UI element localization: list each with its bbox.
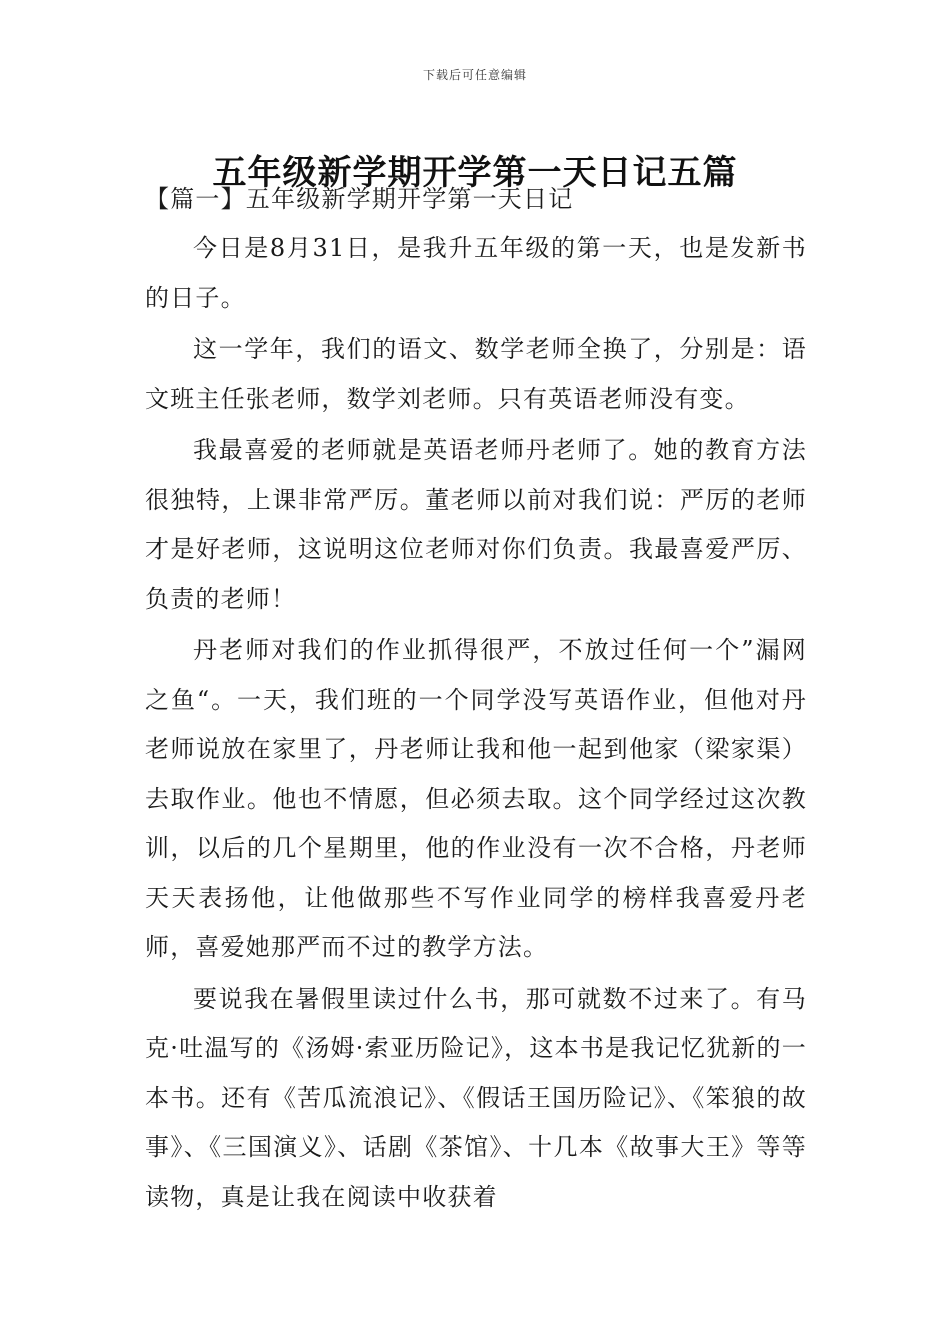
page-title: 五年级新学期开学第一天日记五篇 bbox=[212, 152, 738, 193]
header-note: 下载后可任意编辑 bbox=[422, 68, 527, 82]
paragraph-4: 丹老师对我们的作业抓得很严，不放过任何一个”漏网之鱼“。一天，我们班的一个同学没写英语作业，但他对丹老师说放在家里了，丹老师让我和他一起到他家（梁家渠）去取作业。他也不情愿，但必须去取。这个同学经过这次教训，以后的几个星期里，他的作业没有一次不合格，丹老师天天表扬他，让他做那些不写作业同学的榜样我喜爱丹老师，喜爱她那严而不过的教学方法。 bbox=[145, 636, 807, 961]
paragraph-2: 这一学年，我们的语文、数学老师全换了，分别是：语文班主任张老师，数学刘老师。只有英语老师没有变。 bbox=[145, 335, 807, 413]
section-heading: 【篇一】五年级新学期开学第一天日记 bbox=[145, 185, 574, 213]
paragraph-3: 我最喜爱的老师就是英语老师丹老师了。她的教育方法很独特，上课非常严厉。董老师以前对我们说：严厉的老师才是好老师，这说明这位老师对你们负责。我最喜爱严厉、负责的老师！ bbox=[145, 436, 807, 613]
document-body bbox=[145, 176, 807, 1222]
paragraph-5: 要说我在暑假里读过什么书，那可就数不过来了。有马克·吐温写的《汤姆·索亚历险记》，这本书是我记忆犹新的一本书。还有《苦瓜流浪记》、《假话王国历险记》、《笨狼的故事》、《三国演义》、话剧《茶馆》、十几本《故事大王》等等读物，真是让我在阅读中收获着 bbox=[145, 984, 807, 1211]
paragraph-1: 今日是8月31日，是我升五年级的第一天，也是发新书的日子。 bbox=[145, 234, 807, 312]
